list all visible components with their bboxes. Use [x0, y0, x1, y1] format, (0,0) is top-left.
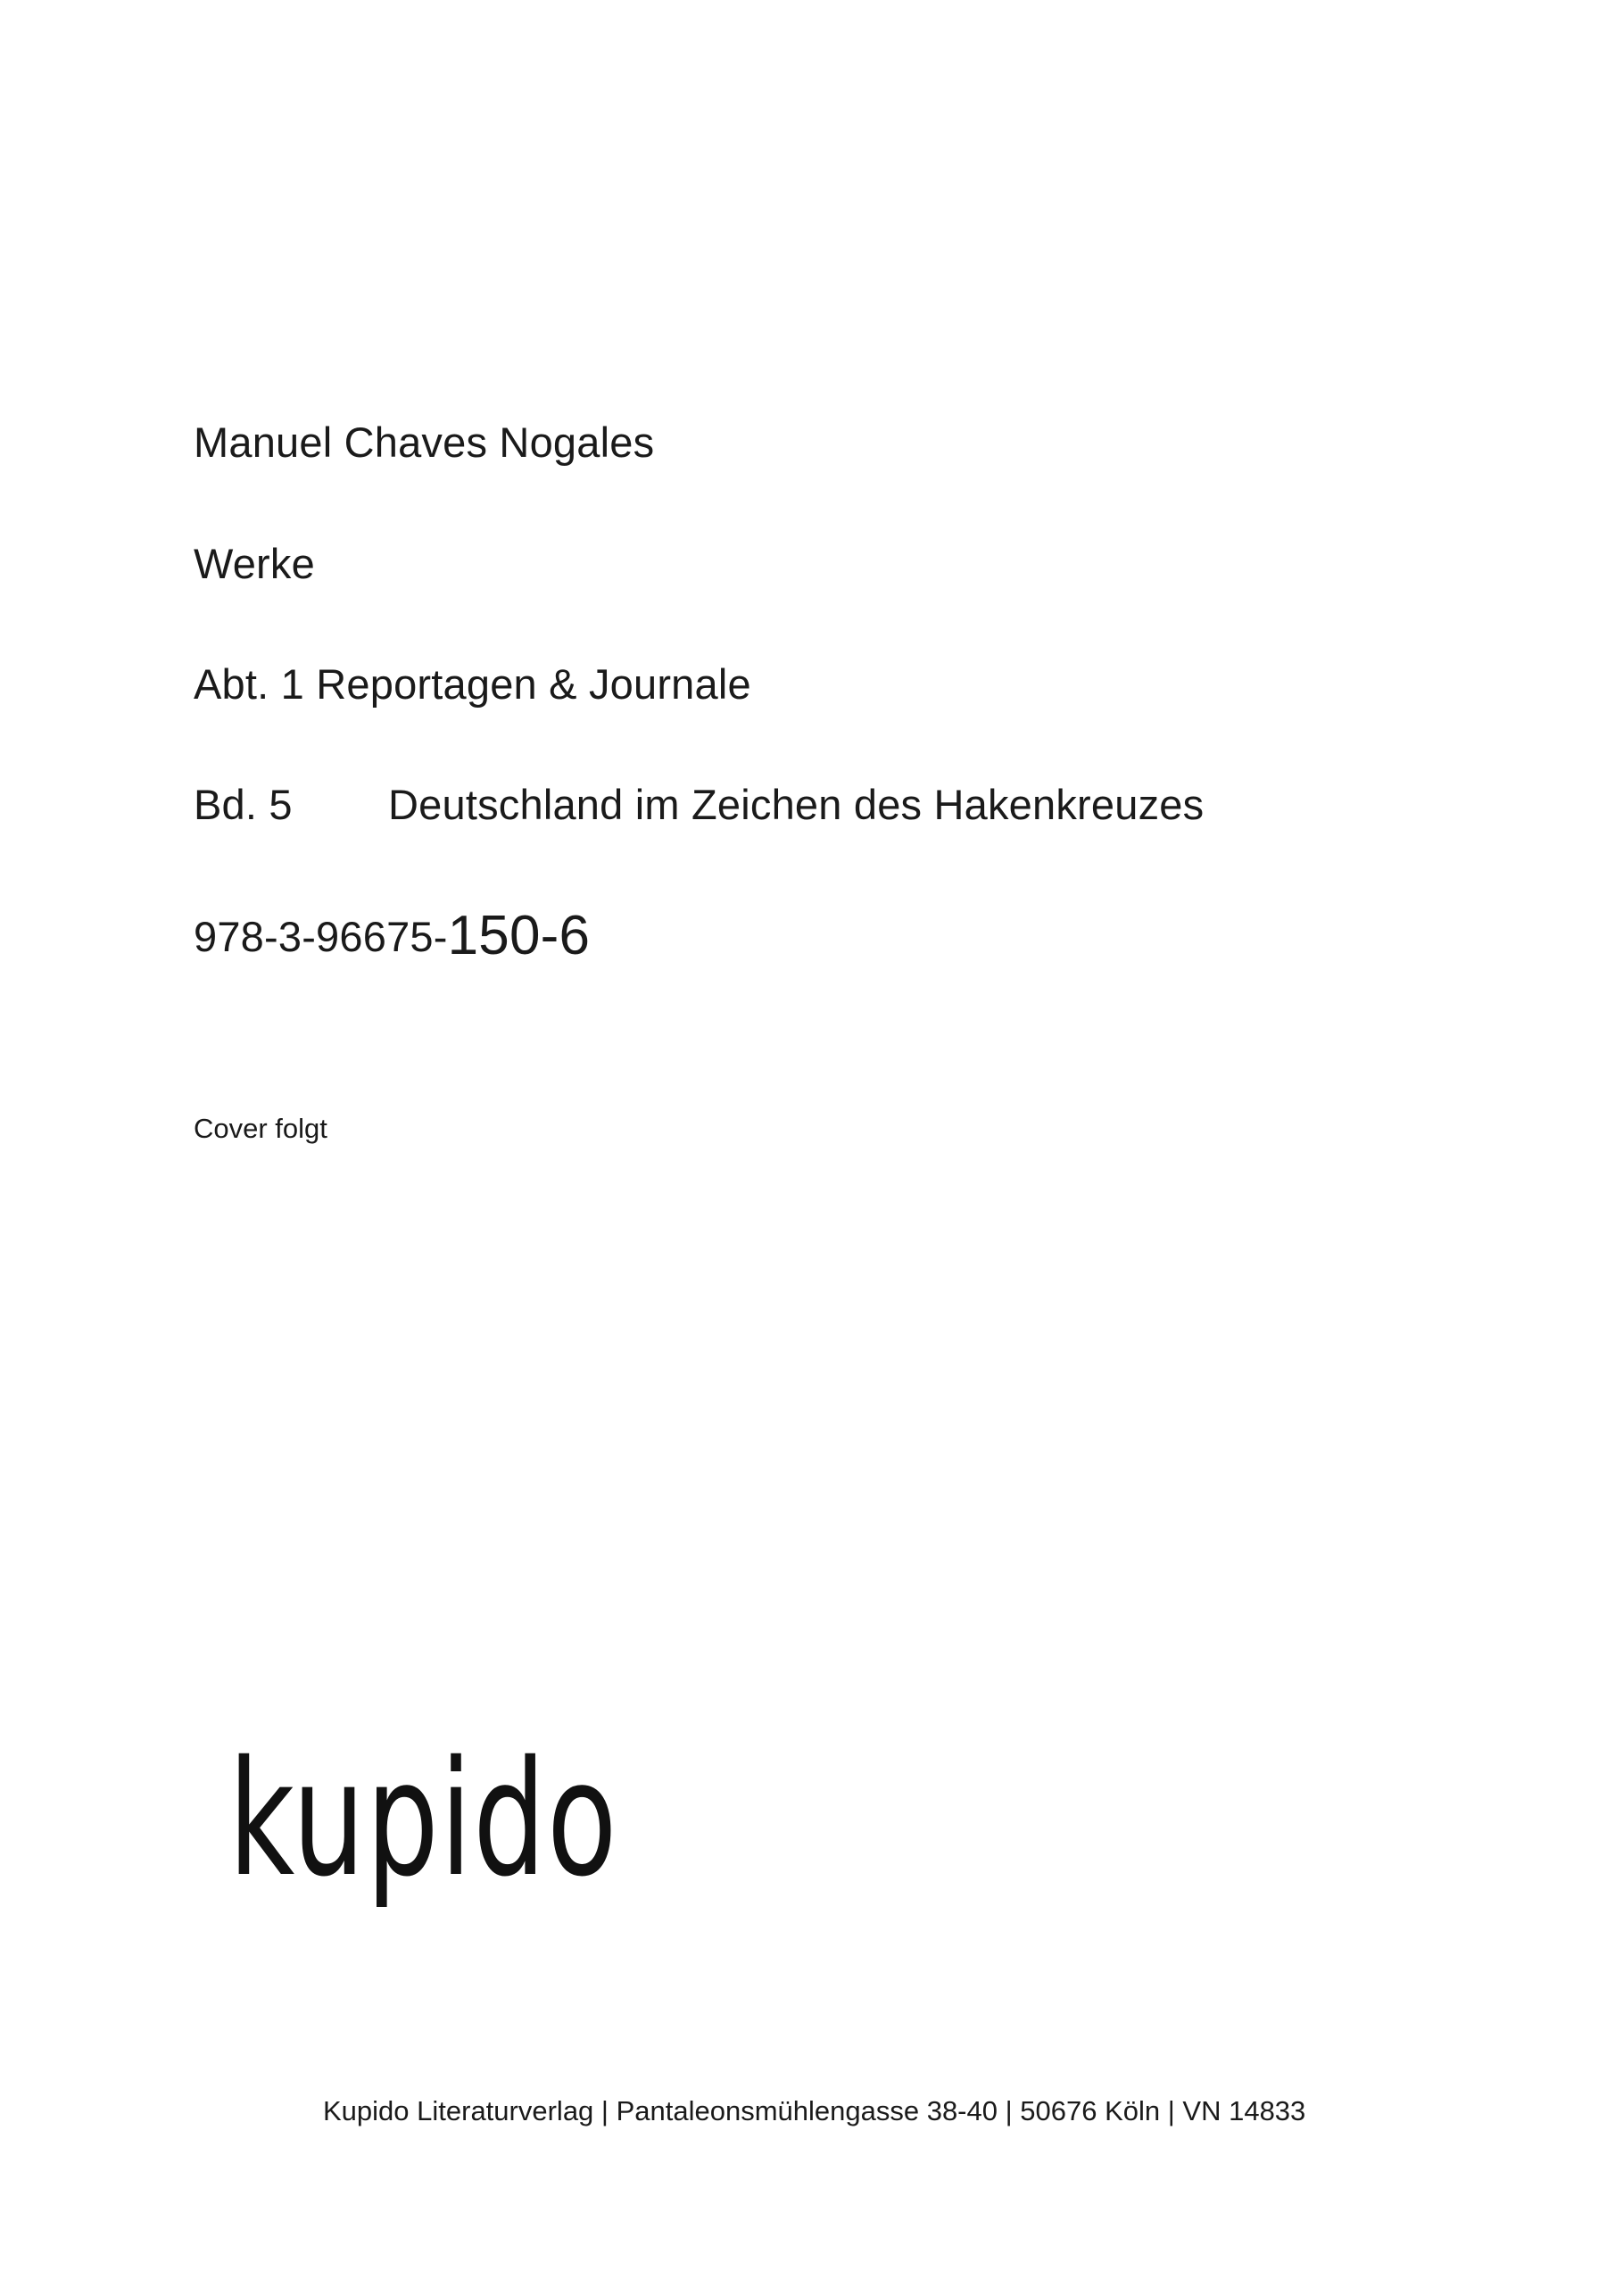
isbn: [194, 905, 591, 966]
author-name: Manuel Chaves Nogales: [194, 419, 655, 466]
volume-line: [194, 781, 1205, 828]
section-label: Abt. 1 Reportagen & Journale: [194, 660, 751, 708]
works-label: Werke: [194, 540, 315, 587]
isbn-prefix: 978-3-96675-: [194, 913, 448, 960]
cover-note: Cover folgt: [194, 1113, 327, 1144]
volume-number: Bd. 5: [194, 781, 293, 828]
volume-title: Deutschland im Zeichen des Hakenkreuzes: [388, 781, 1205, 828]
publisher-footer: Kupido Literaturverlag | Pantaleonsmühlengasse 38-40 | 50676 Köln | VN 14833: [323, 2095, 1306, 2126]
isbn-suffix: 150-6: [447, 905, 591, 966]
publisher-logo: kupido: [228, 1727, 618, 1911]
